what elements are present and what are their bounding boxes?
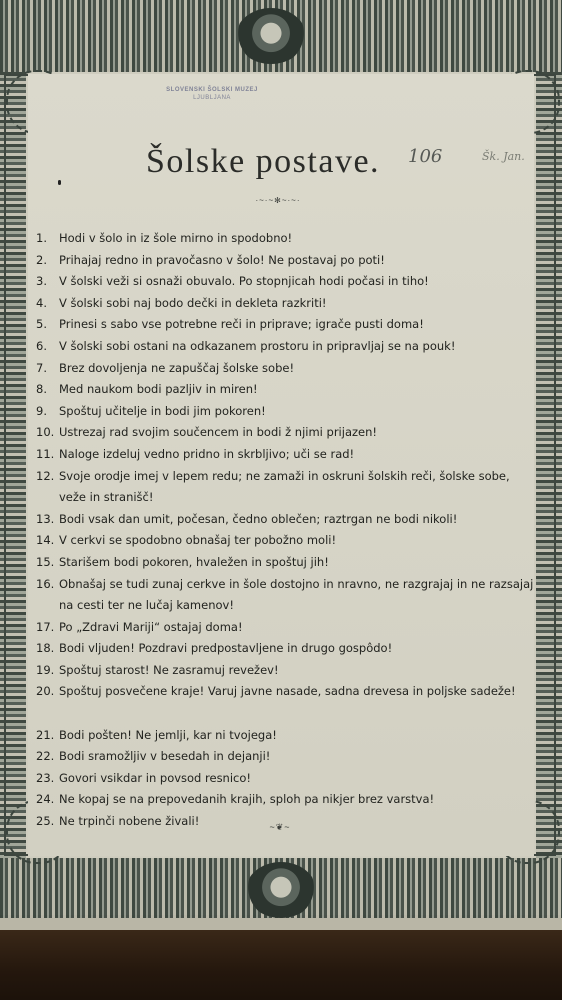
rule-number: 6. <box>36 338 47 353</box>
rule-number: 10. <box>36 425 55 440</box>
rule-number: 18. <box>36 641 55 656</box>
rule-number: 8. <box>36 382 47 397</box>
rule-item <box>36 401 536 423</box>
rule-number: 24. <box>36 792 55 807</box>
rule-text: Starišem bodi pokoren, hvaležen in spoštuj jih! <box>59 554 329 569</box>
handwritten-note: Šk. Jan. <box>482 150 525 163</box>
rule-item <box>36 293 536 315</box>
title-flourish: ·~·~✻~·~· <box>255 196 301 205</box>
rule-text: Svoje orodje imej v lepem redu; ne zamaži in oskruni šolskih reči, šolske sobe, veže in stranišč! <box>59 468 510 505</box>
rule-number: 3. <box>36 274 47 289</box>
rule-text: Obnašaj se tudi zunaj cerkve in šole dostojno in nravno, ne razgrajaj in ne razsajaj na cesti ter ne lučaj kamenov! <box>59 576 534 613</box>
stamp-line-1: SLOVENSKI ŠOLSKI MUZEJ <box>166 87 258 93</box>
rule-text: Naloge izdeluj vedno pridno in skrbljivo; uči se rad! <box>59 446 355 461</box>
stamp-line-2: LJUBLJANA <box>193 95 231 101</box>
rule-number: 5. <box>36 317 47 332</box>
museum-stamp <box>162 86 262 114</box>
rule-number: 19. <box>36 662 55 677</box>
rule-text: V šolski veži si osnaži obuvalo. Po stopnjicah hodi počasi in tiho! <box>59 274 429 289</box>
rule-text: V cerkvi se spodobno obnašaj ter pobožno moli! <box>59 533 337 548</box>
rule-item <box>36 617 536 639</box>
rule-item <box>36 379 536 401</box>
rule-number: 4. <box>36 295 47 310</box>
rule-number: 22. <box>36 749 55 764</box>
rule-text: V šolski sobi ostani na odkazanem prostoru in pripravljaj se na pouk! <box>59 338 456 353</box>
rule-text: V šolski sobi naj bodo dečki in dekleta razkriti! <box>59 295 327 310</box>
rule-number: 7. <box>36 360 47 375</box>
rule-text: Po „Zdravi Mariji“ ostajaj doma! <box>59 619 243 634</box>
rule-item <box>36 314 536 336</box>
rules-list <box>36 228 536 833</box>
rule-text: Hodi v šolo in iz šole mirno in spodobno! <box>59 231 293 245</box>
rule-item <box>36 552 536 574</box>
rule-item <box>36 466 536 509</box>
rule-number: 14. <box>36 533 55 548</box>
rule-item <box>36 660 536 682</box>
ink-speck <box>58 180 61 185</box>
rule-text: Bodi vsak dan umit, počesan, čedno oblečen; raztrgan ne bodi nikoli! <box>59 511 458 526</box>
rule-text: Brez dovoljenja ne zapuščaj šolske sobe! <box>59 360 295 375</box>
rule-text: Bodi vljuden! Pozdravi predpostavljene in drugo gospôdo! <box>59 641 393 656</box>
rule-item <box>36 228 536 250</box>
rule-item <box>36 509 536 531</box>
rule-text: Ne trpinči nobene živali! <box>59 814 200 829</box>
rule-text: Prinesi s sabo vse potrebne reči in priprave; igrače pusti doma! <box>59 317 424 332</box>
page-title: Šolske postave. <box>146 143 381 180</box>
rule-item <box>36 768 536 790</box>
rule-number: 16. <box>36 576 55 591</box>
rule-number: 20. <box>36 684 55 699</box>
rule-item <box>36 271 536 293</box>
footer-flourish: ~❦~ <box>269 822 291 832</box>
rule-item <box>36 789 536 811</box>
rule-text: Spoštuj starost! Ne zasramuj revežev! <box>59 662 279 677</box>
rule-text: Spoštuj učitelje in bodi jim pokoren! <box>59 403 266 418</box>
rule-text: Prihajaj redno in pravočasno v šolo! Ne postavaj po poti! <box>59 252 385 267</box>
rule-number: 23. <box>36 770 55 785</box>
rule-item <box>36 681 536 724</box>
rule-item <box>36 530 536 552</box>
rule-number: 25. <box>36 814 55 829</box>
rule-number: 17. <box>36 619 55 634</box>
cherub-medallion-bottom <box>246 862 316 918</box>
rule-text: Med naukom bodi pazljiv in miren! <box>59 382 258 397</box>
wooden-frame-edge <box>0 930 562 1000</box>
rule-number: 2. <box>36 252 47 267</box>
rule-item <box>36 444 536 466</box>
rule-number: 9. <box>36 403 47 418</box>
rule-item <box>36 422 536 444</box>
rule-item <box>36 725 536 747</box>
rule-item <box>36 574 536 617</box>
rule-text: Ustrezaj rad svojim součencem in bodi ž njimi prijazen! <box>59 425 377 440</box>
rule-text: Ne kopaj se na prepovedanih krajih, sploh pa nikjer brez varstva! <box>59 792 435 807</box>
handwritten-inventory-number: 106 <box>408 146 443 167</box>
rule-number: 15. <box>36 554 55 569</box>
rule-text: Bodi pošten! Ne jemlji, kar ni tvojega! <box>59 727 277 742</box>
rule-item <box>36 336 536 358</box>
rule-text: Govori vsikdar in povsod resnico! <box>59 770 252 785</box>
rule-number: 13. <box>36 511 55 526</box>
rule-number: 21. <box>36 727 55 742</box>
rule-text: Spoštuj posvečene kraje! Varuj javne nasade, sadna drevesa in poljske sadeže! <box>59 684 516 699</box>
rule-number: 11. <box>36 446 55 461</box>
rule-text: Bodi sramožljiv v besedah in dejanji! <box>59 749 271 764</box>
rule-number: 12. <box>36 468 55 483</box>
rule-number: 1. <box>36 231 47 245</box>
rule-item <box>36 638 536 660</box>
rule-item <box>36 250 536 272</box>
rule-item <box>36 358 536 380</box>
rule-item <box>36 746 536 768</box>
cherub-medallion-top <box>236 8 306 64</box>
